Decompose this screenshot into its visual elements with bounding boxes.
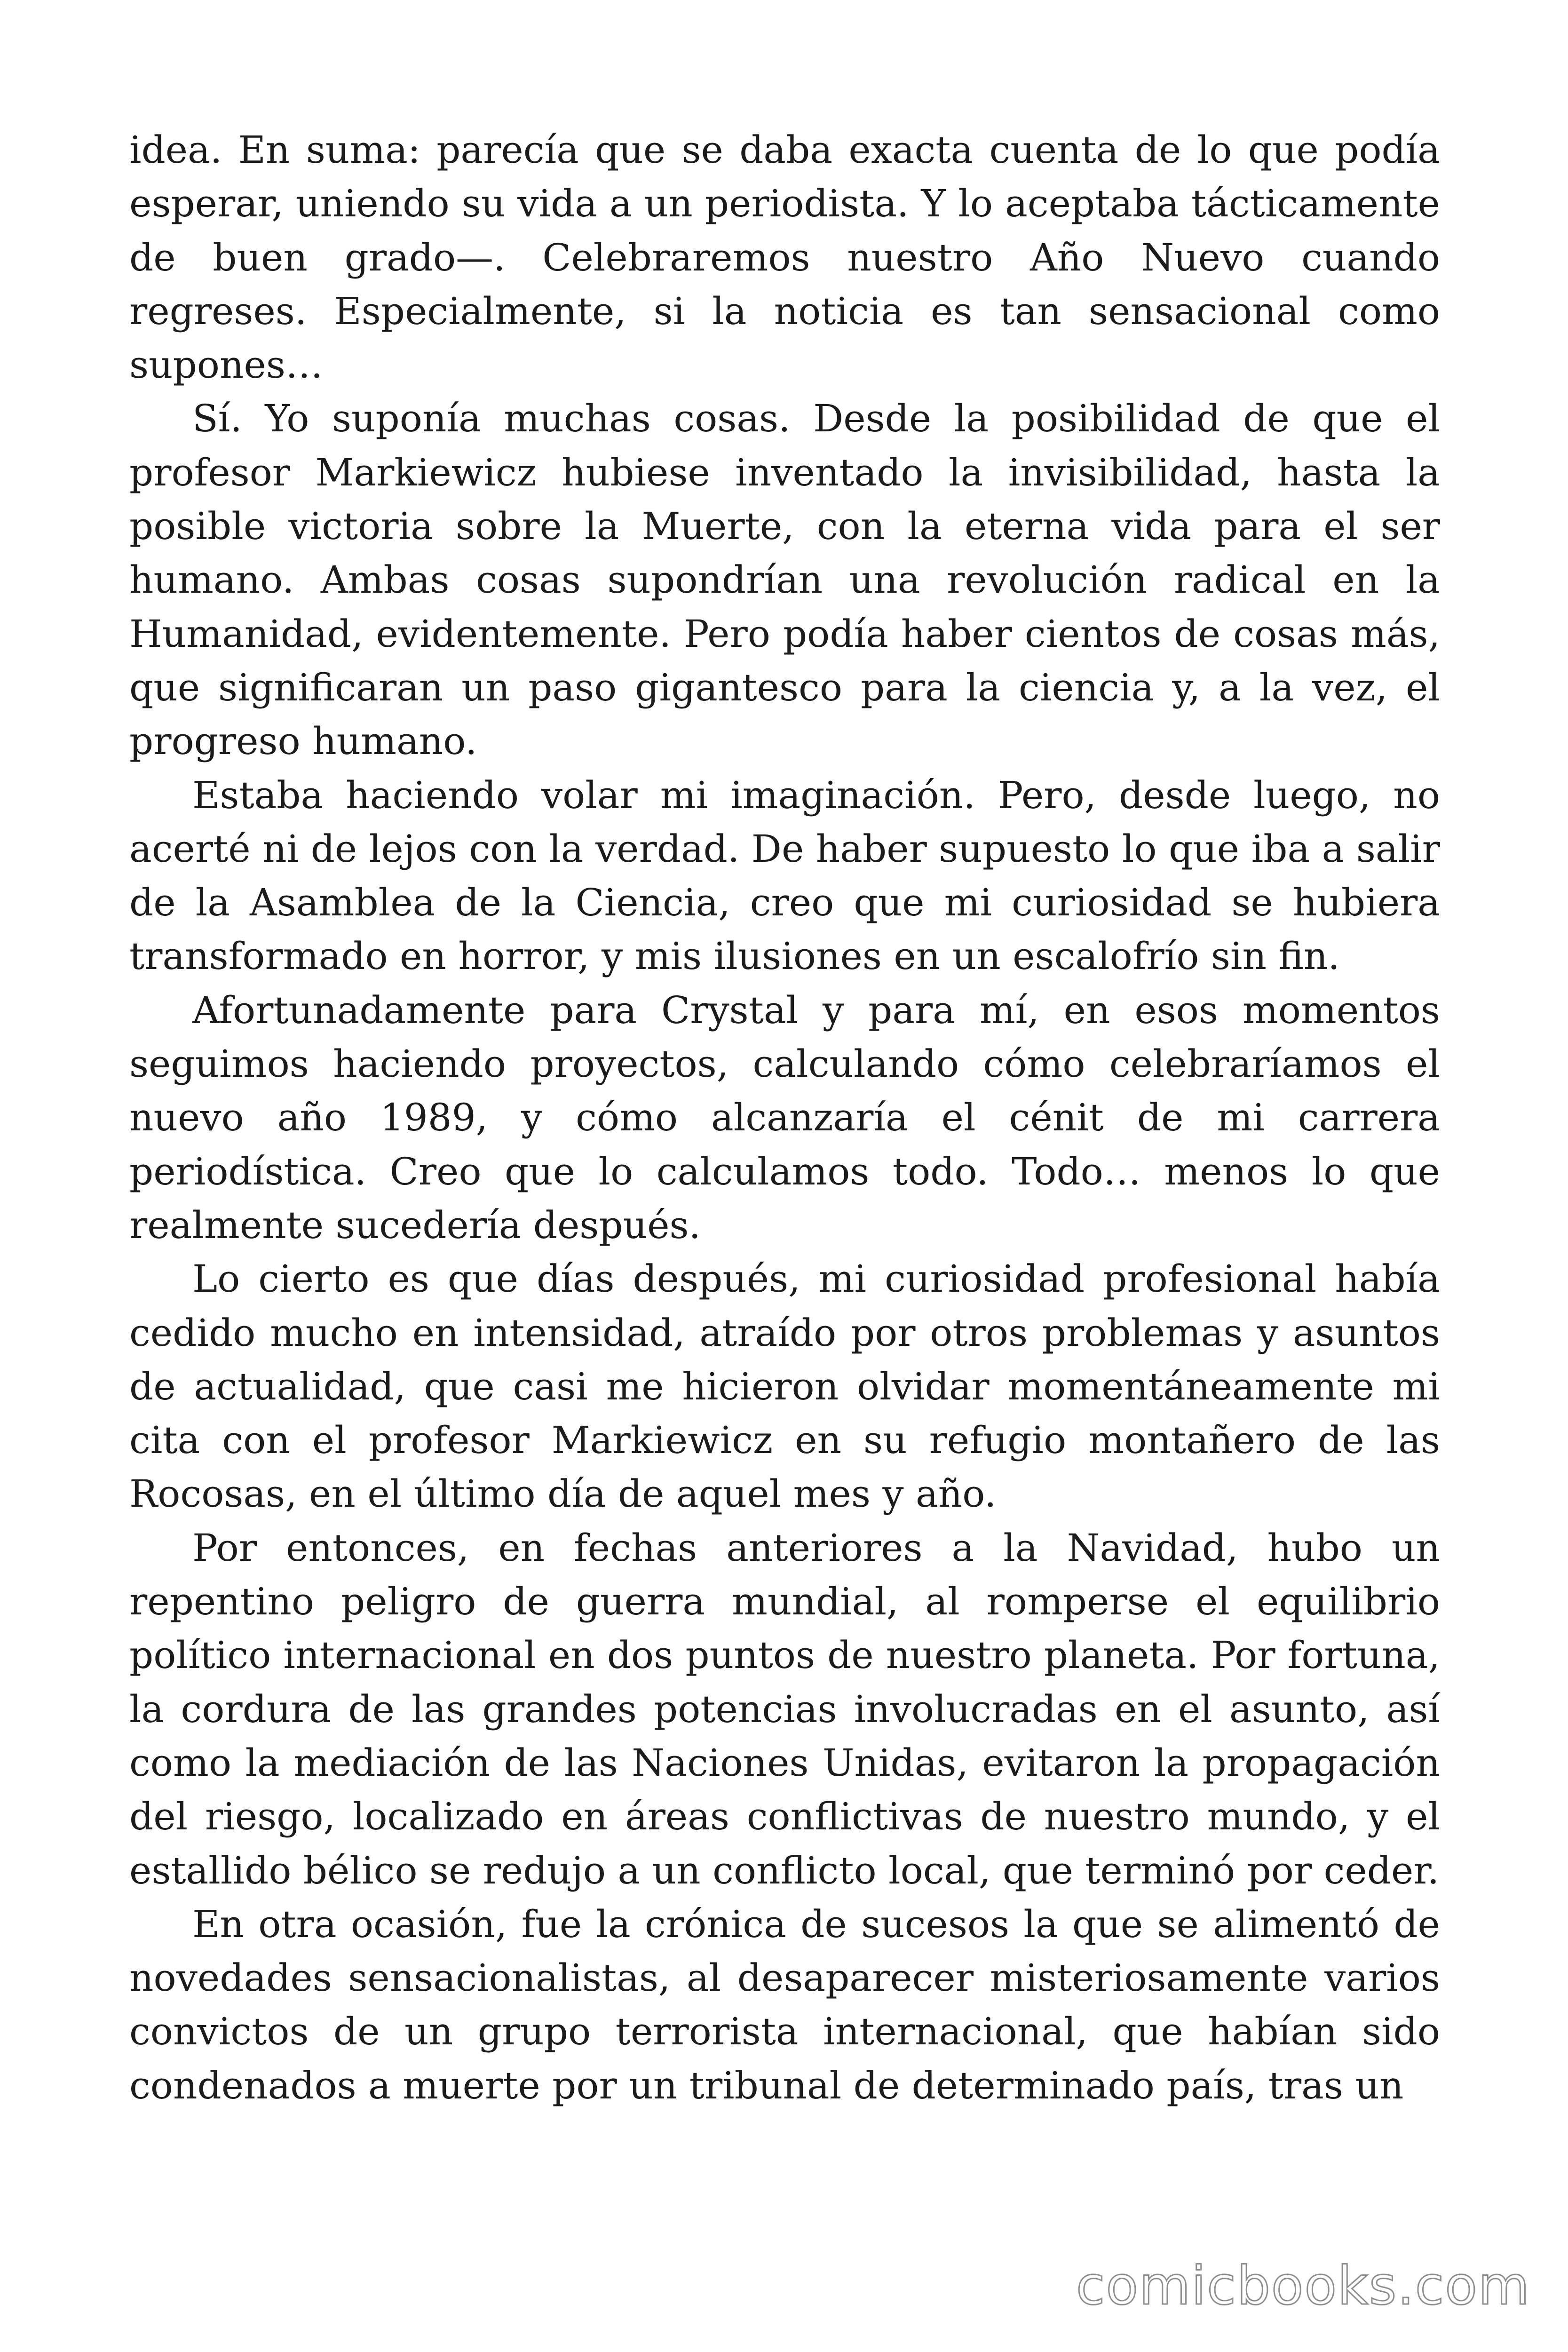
- paragraph-7: En otra ocasión, fue la crónica de sucesos la que se alimentó de novedades sensacionalistas, al desaparecer misteriosamente varios convictos de un grupo terrorista internacional, que habían sido condenados a muerte por un tribunal de determinado país, tras un: [129, 1902, 1440, 2107]
- paragraph-5: Lo cierto es que días después, mi curiosidad profesional había cedido mucho en intensidad, atraído por otros problemas y asuntos de actualidad, que casi me hicieron olvidar momentáneamente mi cita con el profesor Markiewicz en su refugio montañero de las Rocosas, en el último día de aquel mes y año.: [129, 1257, 1440, 1516]
- paragraph-4: Afortunadamente para Crystal y para mí, en esos momentos seguimos haciendo proyectos, calculando cómo celebraríamos el nuevo año 1989, y cómo alcanzaría el cénit de mi carrera periodística. Creo que lo calculamos todo. Todo… menos lo que realmente sucedería después.: [129, 988, 1440, 1247]
- paragraph-1: idea. En suma: parecía que se daba exacta cuenta de lo que podía esperar, uniendo su vida a un periodista. Y lo aceptaba tácticamente de buen grado—. Celebraremos nuestro Año Nuevo cuando regreses. Especialmente, si la noticia es tan sensacional como supones…: [129, 128, 1440, 387]
- body-text: [129, 123, 1440, 2113]
- paragraph-3: Estaba haciendo volar mi imaginación. Pero, desde luego, no acerté ni de lejos con la verdad. De haber supuesto lo que iba a salir de la Asamblea de la Ciencia, creo que mi curiosidad se hubiera transformado en horror, y mis ilusiones en un escalofrío sin fin.: [129, 773, 1440, 978]
- paragraph-6: Por entonces, en fechas anteriores a la Navidad, hubo un repentino peligro de guerra mundial, al romperse el equilibrio político internacional en dos puntos de nuestro planeta. Por fortuna, la cordura de las grandes potencias involucradas en el asunto, así como la mediación de las Naciones Unidas, evitaron la propagación del riesgo, localizado en áreas conflictivas de nuestro mundo, y el estallido bélico se redujo a un conflicto local, que terminó por ceder.: [129, 1526, 1440, 1892]
- watermark: comicbooks.com: [1076, 2256, 1530, 2317]
- paragraph-2: Sí. Yo suponía muchas cosas. Desde la posibilidad de que el profesor Markiewicz hubiese inventado la invisibilidad, hasta la posible victoria sobre la Muerte, con la eterna vida para el ser humano. Ambas cosas supondrían una revolución radical en la Humanidad, evidentemente. Pero podía haber cientos de cosas más, que significaran un paso gigantesco para la ciencia y, a la vez, el progreso humano.: [129, 397, 1440, 763]
